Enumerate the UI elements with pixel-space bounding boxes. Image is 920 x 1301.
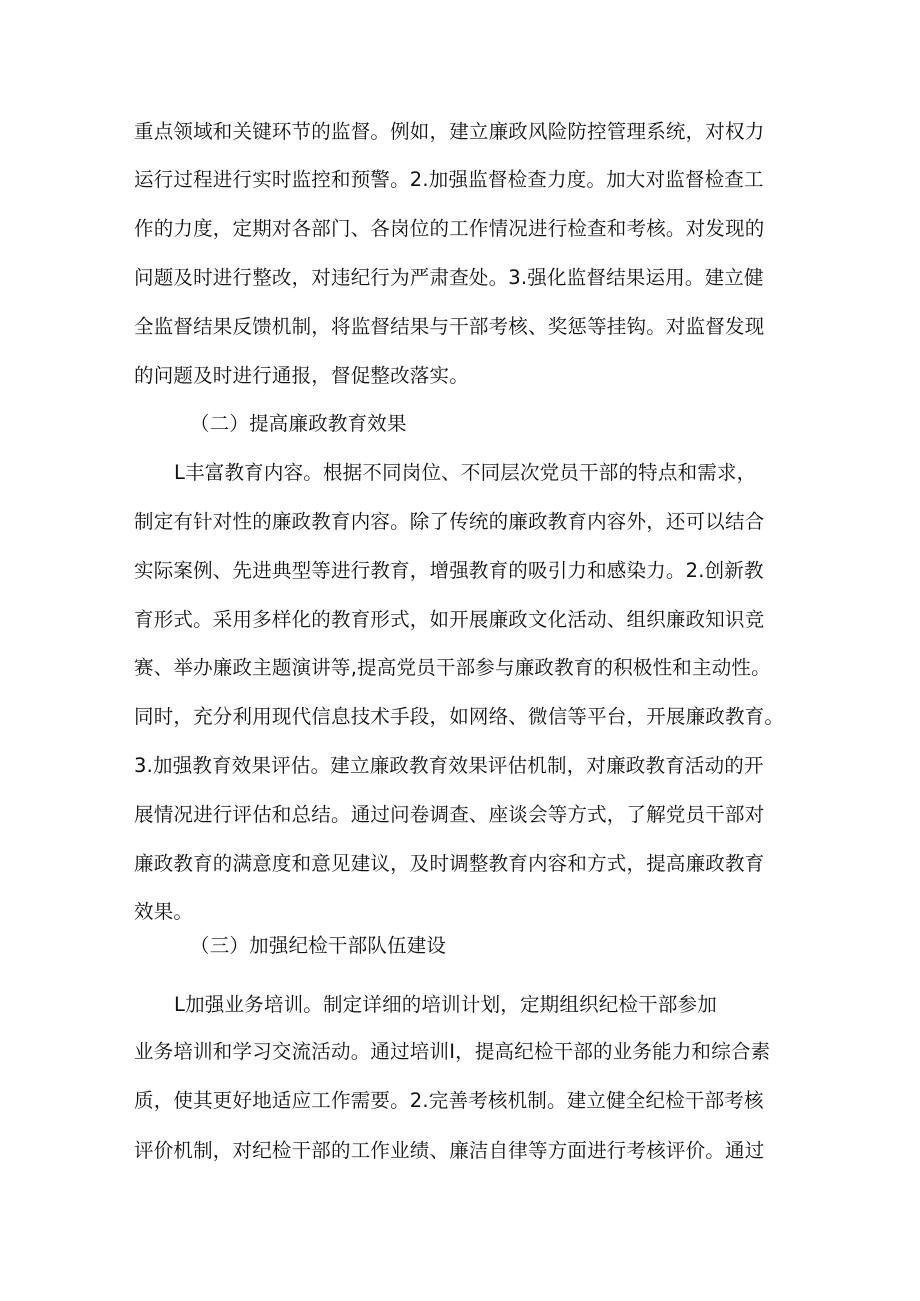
section-heading-education: （二）提高廉政教育效果: [190, 412, 407, 435]
section-heading-cadre: （三）加强纪检干部队伍建设: [190, 934, 447, 957]
paragraph-line: 实际案例、先进典型等进行教育，增强教育的吸引力和感染力。2.创新教: [134, 559, 764, 582]
paragraph-line: 问题及时进行整改，对违纪行为严肃查处。3.强化监督结果运用。建立健: [134, 266, 764, 289]
paragraph-line: 制定有针对性的廉政教育内容。除了传统的廉政教育内容外，还可以结合: [134, 510, 765, 533]
paragraph-line: 的问题及时进行通报，督促整改落实。: [134, 364, 469, 387]
paragraph-line: L丰富教育内容。根据不同岗位、不同层次党员干部的特点和需求，: [174, 461, 757, 484]
paragraph-line: L加强业务培训。制定详细的培训计划，定期组织纪检干部参加: [174, 993, 717, 1016]
paragraph-line: 赛、举办廉政主题演讲等,提高党员干部参与廉政教育的积极性和主动性。: [134, 656, 771, 679]
paragraph-line: 作的力度，定期对各部门、各岗位的工作情况进行检查和考核。对发现的: [134, 217, 765, 240]
paragraph-line: 3.加强教育效果评估。建立廉政教育效果评估机制，对廉政教育活动的开: [134, 754, 764, 777]
paragraph-line: 业务培训和学习交流活动。通过培训I，提高纪检干部的业务能力和综合素: [134, 1040, 771, 1063]
paragraph-line: 育形式。采用多样化的教育形式，如开展廉政文化活动、组织廉政知识竞: [134, 608, 765, 631]
paragraph-line: 重点领域和关键环节的监督。例如，建立廉政风险防控管理系统，对权力: [134, 120, 765, 143]
paragraph-line: 评价机制，对纪检干部的工作业绩、廉洁自律等方面进行考核评价。通过: [134, 1139, 765, 1162]
paragraph-line: 展情况进行评估和总结。通过问卷调查、座谈会等方式，了解党员干部对: [134, 803, 765, 826]
paragraph-line: 质，使其更好地适应工作需要。2.完善考核机制。建立健全纪检干部考核: [134, 1089, 764, 1112]
paragraph-line: 效果。: [134, 900, 194, 923]
paragraph-line: 全监督结果反馈机制，将监督结果与干部考核、奖惩等挂钩。对监督发现: [134, 315, 765, 338]
paragraph-line: 廉政教育的满意度和意见建议，及时调整教育内容和方式，提高廉政教育: [134, 852, 765, 875]
paragraph-line: 同时，充分利用现代信息技术手段，如网络、微信等平台，开展廉政教育。: [134, 705, 785, 728]
paragraph-line: 运行过程进行实时监控和预警。2.加强监督检查力度。加大对监督检查工: [134, 168, 764, 191]
